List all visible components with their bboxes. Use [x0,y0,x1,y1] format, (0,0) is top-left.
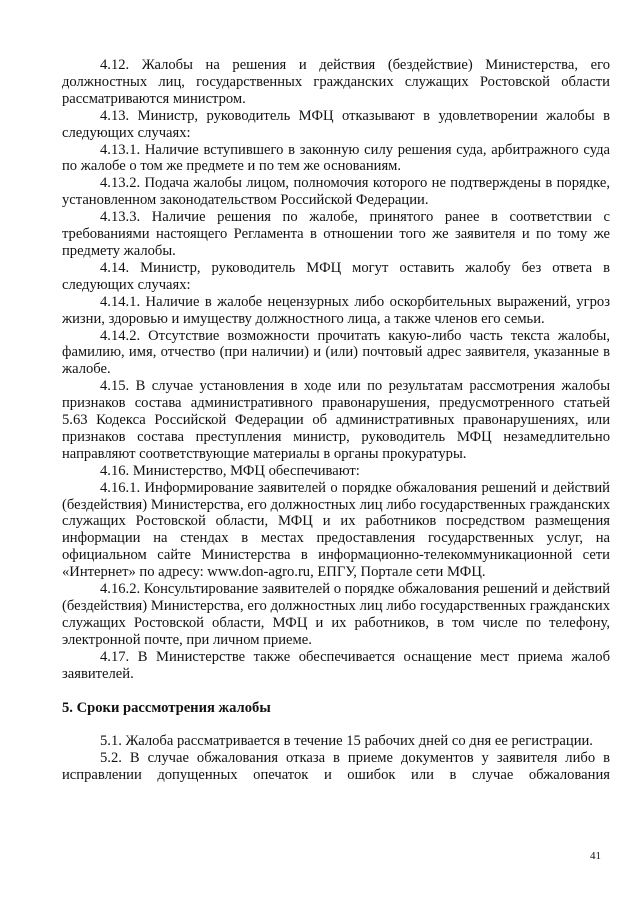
paragraph-4-14: 4.14. Министр, руководитель МФЦ могут оставить жалобу без ответа в следующих случаях: [62,259,610,293]
section-heading: 5. Сроки рассмотрения жалобы [62,699,271,716]
paragraph-4-16: 4.16. Министерство, МФЦ обеспечивают: [100,462,360,479]
paragraph-4-15: 4.15. В случае установления в ходе или по результатам рассмотрения жалобы признаков состава административного правонарушения, предусмотренного статьей 5.63 Кодекса Российской Федерации об административных правонарушениях, или признаков состава преступления министр, руководитель МФЦ незамедлительно направляют соответствующие материалы в органы прокуратуры. [62,378,610,462]
paragraph-4-17: 4.17. В Министерстве также обеспечивается оснащение мест приема жалоб заявителей. [62,648,610,682]
document-body [62,57,610,784]
page-number: 41 [590,850,601,862]
paragraph-4-16-1: 4.16.1. Информирование заявителей о порядке обжалования решений и действий (бездействия) Министерства, его должностных лиц либо государственных гражданских служащих Ростовской области, МФЦ и их работников посредством размещения информации на стендах в местах предоставления государственных услуг, на официальном сайте Министерства в информационно-телекоммуникационной сети «Интернет» по адресу: www.don-agro.ru, ЕПГУ, Портале сети МФЦ. [62,479,610,581]
paragraph-4-14-2: 4.14.2. Отсутствие возможности прочитать какую-либо часть текста жалобы, фамилию, имя, отчество (при наличии) и (или) почтовый адрес заявителя, указанные в жалобе. [62,327,610,378]
paragraph-4-13: 4.13. Министр, руководитель МФЦ отказывают в удовлетворении жалобы в следующих случаях: [62,107,610,141]
paragraph-4-13-2: 4.13.2. Подача жалобы лицом, полномочия которого не подтверждены в порядке, установленном законодательством Российской Федерации. [62,175,610,209]
paragraph-4-12: 4.12. Жалобы на решения и действия (бездействие) Министерства, его должностных лиц, государственных гражданских служащих Ростовской области рассматриваются министром. [62,57,610,107]
paragraph-4-13-3: 4.13.3. Наличие решения по жалобе, принятого ранее в соответствии с требованиями настоящего Регламента в отношении того же заявителя и по тому же предмету жалобы. [62,209,610,259]
paragraph-4-13-1: 4.13.1. Наличие вступившего в законную силу решения суда, арбитражного суда по жалобе о том же предмете и по тем же основаниям. [62,141,610,175]
paragraph-5-1: 5.1. Жалоба рассматривается в течение 15 рабочих дней со дня ее регистрации. [100,733,593,750]
paragraph-4-16-2: 4.16.2. Консультирование заявителей о порядке обжалования решений и действий (бездействия) Министерства, его должностных лиц либо государственных гражданских служащих Ростовской области, МФЦ и их работников, в том числе по телефону, электронной почте, при личном приеме. [62,581,610,648]
paragraph-4-14-1: 4.14.1. Наличие в жалобе нецензурных либо оскорбительных выражений, угроз жизни, здоровью и имуществу должностного лица, а также членов его семьи. [62,293,610,327]
paragraph-5-2: 5.2. В случае обжалования отказа в приеме документов у заявителя либо в исправлении допущенных опечаток и ошибок или в случае обжалования [62,750,610,784]
